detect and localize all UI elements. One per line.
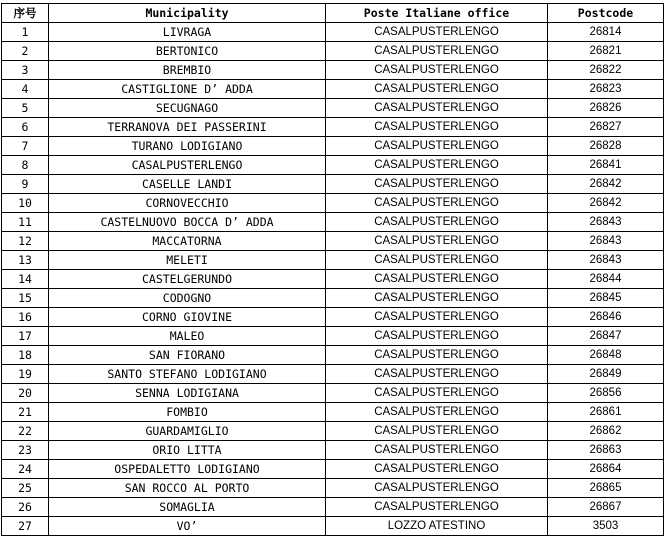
office-cell: CASALPUSTERLENGO — [326, 327, 548, 346]
postcode-cell: 26826 — [548, 99, 664, 118]
table-row — [2, 137, 664, 156]
municipality-cell: SANTO STEFANO LODIGIANO — [49, 365, 326, 384]
municipality-cell: FOMBIO — [49, 403, 326, 422]
municipality-cell: TERRANOVA DEI PASSERINI — [49, 118, 326, 137]
postcode-cell: 26856 — [548, 384, 664, 403]
municipality-cell: SECUGNAGO — [49, 99, 326, 118]
table-row — [2, 308, 664, 327]
table-row — [2, 99, 664, 118]
header-municipality: Municipality — [49, 4, 326, 23]
municipality-cell: GUARDAMIGLIO — [49, 422, 326, 441]
municipality-cell: CASTELNUOVO BOCCA D’ ADDA — [49, 213, 326, 232]
row-number: 7 — [2, 137, 49, 156]
postcode-cell: 26843 — [548, 251, 664, 270]
office-cell: CASALPUSTERLENGO — [326, 232, 548, 251]
table-body — [2, 23, 664, 536]
table-row — [2, 403, 664, 422]
municipality-cell: MACCATORNA — [49, 232, 326, 251]
municipality-cell: ORIO LITTA — [49, 441, 326, 460]
row-number: 13 — [2, 251, 49, 270]
row-number: 5 — [2, 99, 49, 118]
postcode-cell: 3503 — [548, 517, 664, 536]
postcode-cell: 26848 — [548, 346, 664, 365]
office-cell: CASALPUSTERLENGO — [326, 23, 548, 42]
table-row — [2, 460, 664, 479]
postcode-cell: 26842 — [548, 175, 664, 194]
office-cell: CASALPUSTERLENGO — [326, 384, 548, 403]
municipality-cell: OSPEDALETTO LODIGIANO — [49, 460, 326, 479]
table-row — [2, 42, 664, 61]
office-cell: CASALPUSTERLENGO — [326, 479, 548, 498]
row-number: 24 — [2, 460, 49, 479]
row-number: 16 — [2, 308, 49, 327]
postcode-cell: 26822 — [548, 61, 664, 80]
table-row — [2, 422, 664, 441]
postcode-cell: 26843 — [548, 232, 664, 251]
row-number: 22 — [2, 422, 49, 441]
municipality-cell: SAN FIORANO — [49, 346, 326, 365]
office-cell: CASALPUSTERLENGO — [326, 346, 548, 365]
office-cell: CASALPUSTERLENGO — [326, 99, 548, 118]
municipality-cell: TURANO LODIGIANO — [49, 137, 326, 156]
postcode-cell: 26842 — [548, 194, 664, 213]
row-number: 20 — [2, 384, 49, 403]
postcode-cell: 26849 — [548, 365, 664, 384]
table-row — [2, 213, 664, 232]
postcode-cell: 26847 — [548, 327, 664, 346]
postcode-cell: 26844 — [548, 270, 664, 289]
header-row — [2, 4, 664, 23]
municipality-cell: SAN ROCCO AL PORTO — [49, 479, 326, 498]
header-postcode: Postcode — [548, 4, 664, 23]
postcode-cell: 26863 — [548, 441, 664, 460]
municipality-cell: SENNA LODIGIANA — [49, 384, 326, 403]
table-row — [2, 232, 664, 251]
table-row — [2, 194, 664, 213]
office-cell: CASALPUSTERLENGO — [326, 251, 548, 270]
row-number: 6 — [2, 118, 49, 137]
municipality-cell: CODOGNO — [49, 289, 326, 308]
row-number: 25 — [2, 479, 49, 498]
header-number: 序号 — [2, 4, 49, 23]
table-row — [2, 327, 664, 346]
office-cell: CASALPUSTERLENGO — [326, 403, 548, 422]
row-number: 26 — [2, 498, 49, 517]
postcode-cell: 26814 — [548, 23, 664, 42]
table-row — [2, 118, 664, 137]
office-cell: LOZZO ATESTINO — [326, 517, 548, 536]
table-row — [2, 441, 664, 460]
municipality-cell: CASTELGERUNDO — [49, 270, 326, 289]
postcode-cell: 26843 — [548, 213, 664, 232]
postcode-cell: 26867 — [548, 498, 664, 517]
row-number: 15 — [2, 289, 49, 308]
table-row — [2, 498, 664, 517]
municipality-cell: CASTIGLIONE D’ ADDA — [49, 80, 326, 99]
municipality-cell: LIVRAGA — [49, 23, 326, 42]
municipality-cell: CORNO GIOVINE — [49, 308, 326, 327]
office-cell: CASALPUSTERLENGO — [326, 270, 548, 289]
row-number: 17 — [2, 327, 49, 346]
office-cell: CASALPUSTERLENGO — [326, 422, 548, 441]
row-number: 23 — [2, 441, 49, 460]
office-cell: CASALPUSTERLENGO — [326, 289, 548, 308]
row-number: 27 — [2, 517, 49, 536]
row-number: 19 — [2, 365, 49, 384]
municipality-cell: CORNOVECCHIO — [49, 194, 326, 213]
office-cell: CASALPUSTERLENGO — [326, 441, 548, 460]
postcode-cell: 26846 — [548, 308, 664, 327]
postcode-cell: 26865 — [548, 479, 664, 498]
office-cell: CASALPUSTERLENGO — [326, 80, 548, 99]
table-row — [2, 289, 664, 308]
row-number: 8 — [2, 156, 49, 175]
table-row — [2, 175, 664, 194]
municipality-cell: CASELLE LANDI — [49, 175, 326, 194]
table-row — [2, 346, 664, 365]
row-number: 11 — [2, 213, 49, 232]
office-cell: CASALPUSTERLENGO — [326, 365, 548, 384]
municipality-cell: SOMAGLIA — [49, 498, 326, 517]
postcode-table — [1, 3, 664, 536]
row-number: 21 — [2, 403, 49, 422]
postcode-cell: 26861 — [548, 403, 664, 422]
row-number: 2 — [2, 42, 49, 61]
header-office: Poste Italiane office — [326, 4, 548, 23]
table-row — [2, 23, 664, 42]
office-cell: CASALPUSTERLENGO — [326, 213, 548, 232]
municipality-cell: BERTONICO — [49, 42, 326, 61]
row-number: 10 — [2, 194, 49, 213]
postcode-cell: 26845 — [548, 289, 664, 308]
table-header — [2, 4, 664, 23]
municipality-cell: CASALPUSTERLENGO — [49, 156, 326, 175]
table-row — [2, 517, 664, 536]
municipality-cell: MALEO — [49, 327, 326, 346]
table-row — [2, 156, 664, 175]
table-row — [2, 251, 664, 270]
postcode-cell: 26827 — [548, 118, 664, 137]
postcode-cell: 26828 — [548, 137, 664, 156]
office-cell: CASALPUSTERLENGO — [326, 498, 548, 517]
table-row — [2, 61, 664, 80]
office-cell: CASALPUSTERLENGO — [326, 118, 548, 137]
table-row — [2, 80, 664, 99]
row-number: 3 — [2, 61, 49, 80]
row-number: 12 — [2, 232, 49, 251]
table-row — [2, 479, 664, 498]
postcode-cell: 26862 — [548, 422, 664, 441]
municipality-cell: VO’ — [49, 517, 326, 536]
postcode-cell: 26823 — [548, 80, 664, 99]
postcode-cell: 26821 — [548, 42, 664, 61]
postcode-cell: 26864 — [548, 460, 664, 479]
table-row — [2, 365, 664, 384]
office-cell: CASALPUSTERLENGO — [326, 175, 548, 194]
row-number: 4 — [2, 80, 49, 99]
office-cell: CASALPUSTERLENGO — [326, 42, 548, 61]
municipality-cell: MELETI — [49, 251, 326, 270]
row-number: 9 — [2, 175, 49, 194]
office-cell: CASALPUSTERLENGO — [326, 460, 548, 479]
office-cell: CASALPUSTERLENGO — [326, 156, 548, 175]
office-cell: CASALPUSTERLENGO — [326, 308, 548, 327]
office-cell: CASALPUSTERLENGO — [326, 194, 548, 213]
municipality-cell: BREMBIO — [49, 61, 326, 80]
office-cell: CASALPUSTERLENGO — [326, 137, 548, 156]
table-row — [2, 384, 664, 403]
row-number: 18 — [2, 346, 49, 365]
postcode-cell: 26841 — [548, 156, 664, 175]
row-number: 1 — [2, 23, 49, 42]
table-row — [2, 270, 664, 289]
office-cell: CASALPUSTERLENGO — [326, 61, 548, 80]
row-number: 14 — [2, 270, 49, 289]
